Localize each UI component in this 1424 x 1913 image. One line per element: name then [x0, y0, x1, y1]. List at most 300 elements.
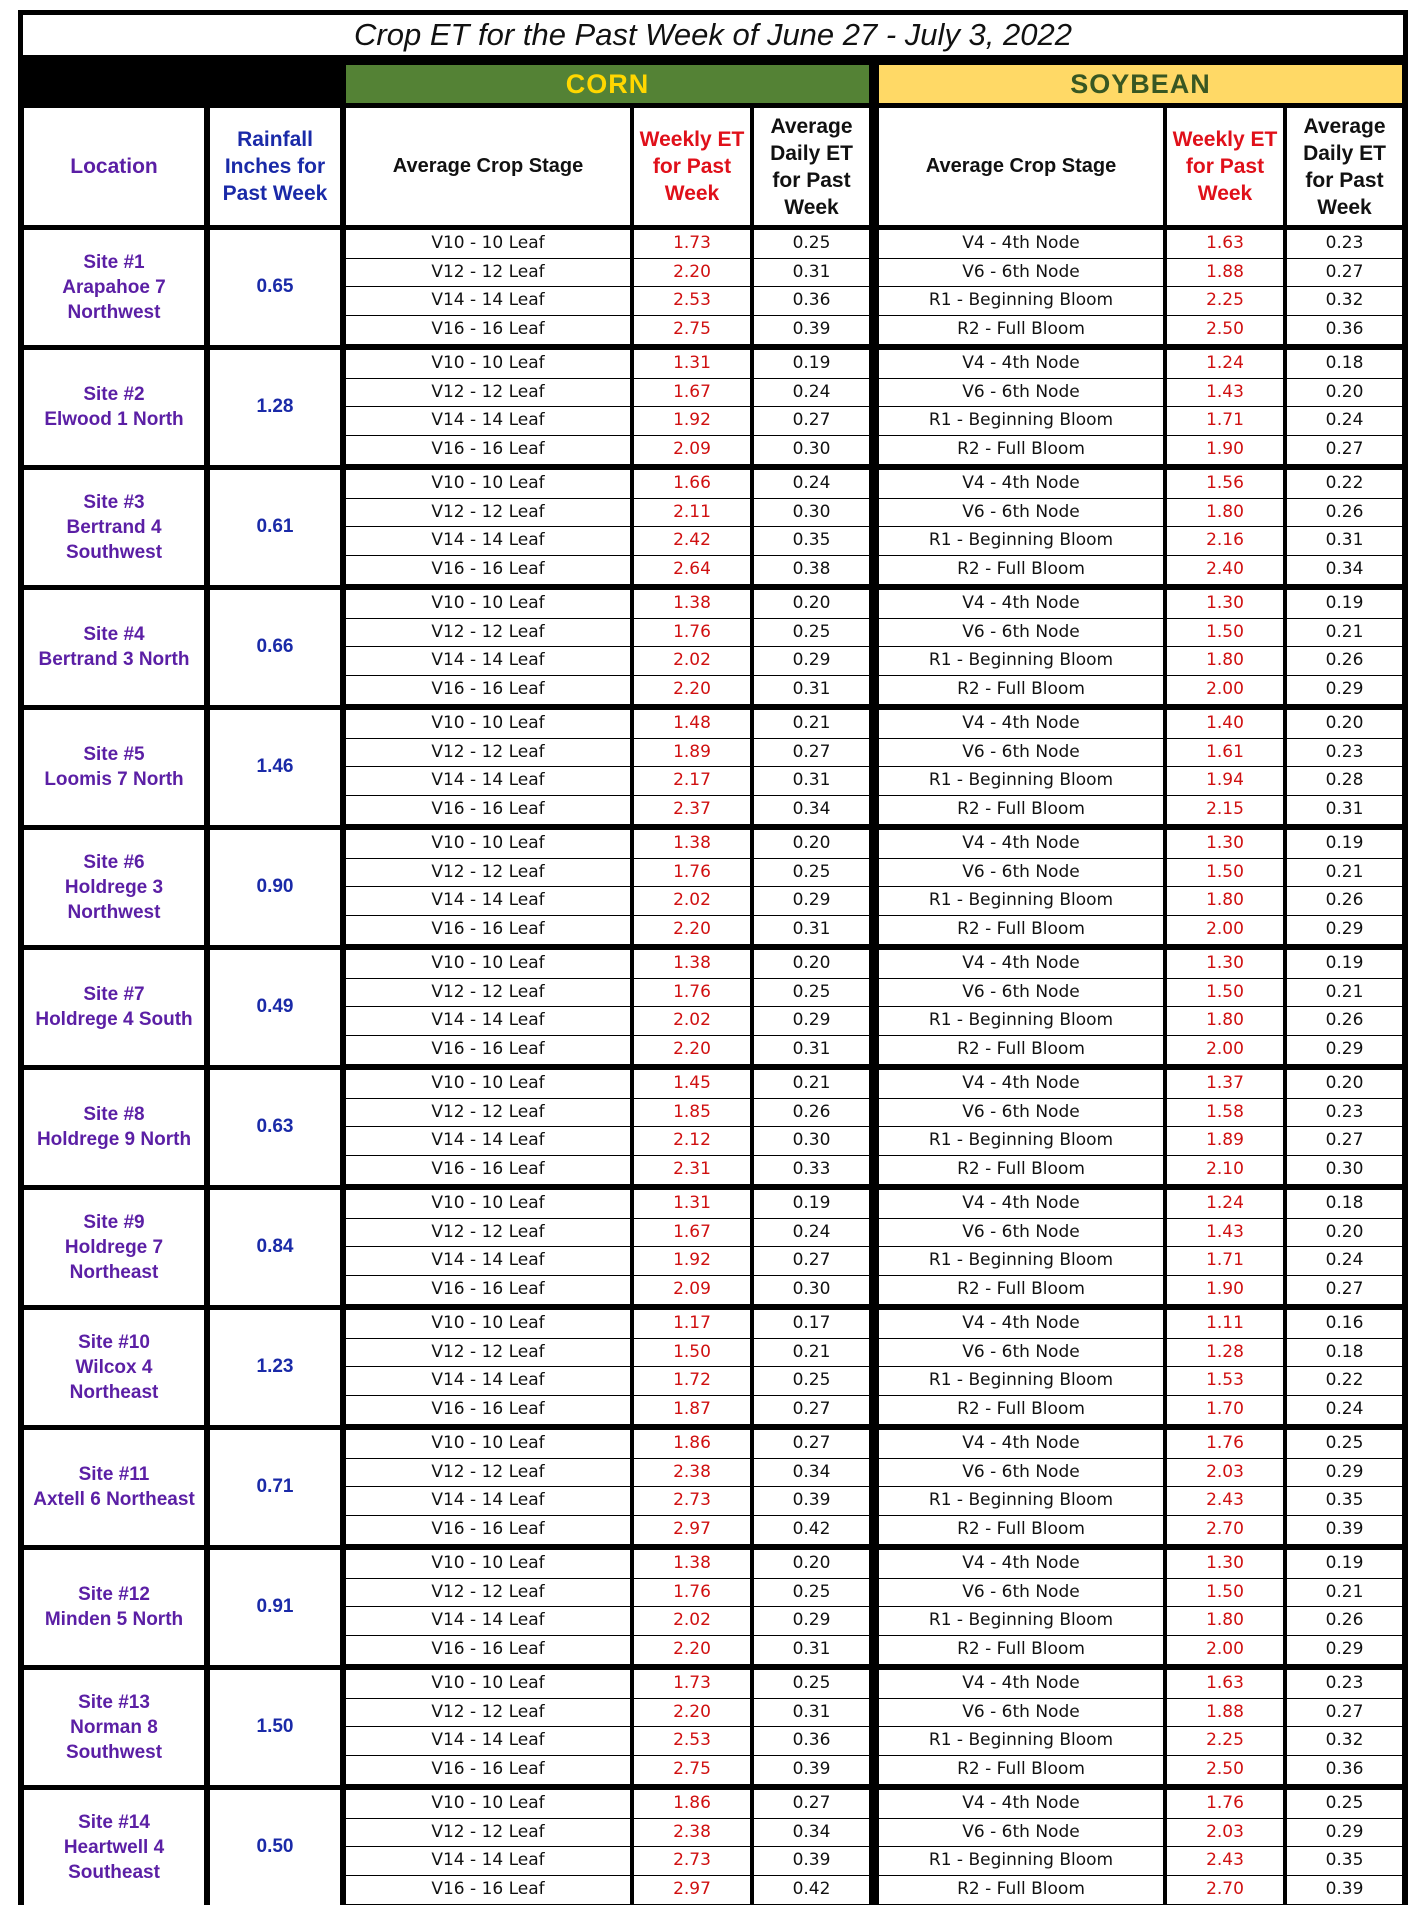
soy-daily-et-value: 0.18 [1287, 1339, 1402, 1367]
corn-daily-et-value: 0.36 [754, 1727, 869, 1755]
corn-daily-et-value: 0.30 [754, 499, 869, 527]
corn-crop-stage: V10 - 10 Leaf [346, 1550, 630, 1578]
soy-weekly-et-value: 2.10 [1167, 1156, 1283, 1184]
corn-daily-et-value: 0.24 [754, 379, 869, 407]
soy-daily-et-value: 0.18 [1287, 1190, 1402, 1218]
corn-daily-et-value: 0.35 [754, 527, 869, 555]
soy-daily-et-value: 0.19 [1287, 950, 1402, 978]
soy-daily-et-value: 0.29 [1287, 1636, 1402, 1664]
corn-crop-stage: V10 - 10 Leaf [346, 1310, 630, 1338]
soy-weekly-et-value: 2.40 [1167, 556, 1283, 584]
soy-weekly-et-value: 2.43 [1167, 1487, 1283, 1515]
soy-weekly-et-value: 1.71 [1167, 407, 1283, 435]
corn-weekly-et-value: 2.31 [634, 1156, 750, 1184]
corn-daily-et-value: 0.29 [754, 887, 869, 915]
corn-daily-et-value: 0.31 [754, 1636, 869, 1664]
site-location: Site #12 Minden 5 North [24, 1550, 204, 1665]
soy-weekly-et-value: 1.80 [1167, 647, 1283, 675]
soy-daily-et-value: 0.21 [1287, 619, 1402, 647]
corn-crop-stage: V10 - 10 Leaf [346, 1070, 630, 1098]
soy-daily-et-value: 0.26 [1287, 1607, 1402, 1635]
corn-weekly-et-value: 2.17 [634, 767, 750, 795]
site-rainfall: 0.71 [210, 1430, 340, 1545]
soy-daily-et-value: 0.39 [1287, 1516, 1402, 1544]
corn-weekly-et-value: 2.97 [634, 1876, 750, 1904]
corn-crop-stage: V12 - 12 Leaf [346, 259, 630, 287]
soy-daily-et-value: 0.21 [1287, 1579, 1402, 1607]
soy-weekly-et-value: 2.03 [1167, 1459, 1283, 1487]
corn-crop-stage: V14 - 14 Leaf [346, 1607, 630, 1635]
soy-daily-et-value: 0.29 [1287, 1819, 1402, 1847]
corn-weekly-et-value: 1.48 [634, 710, 750, 738]
corn-weekly-et-value: 1.38 [634, 830, 750, 858]
corn-daily-et-value: 0.30 [754, 436, 869, 464]
corn-daily-et-value: 0.25 [754, 859, 869, 887]
soy-daily-et-value: 0.34 [1287, 556, 1402, 584]
corn-daily-et-value: 0.33 [754, 1156, 869, 1184]
soy-crop-stage: R2 - Full Bloom [879, 676, 1163, 704]
corn-crop-stage: V10 - 10 Leaf [346, 1430, 630, 1458]
corn-weekly-et-value: 1.38 [634, 590, 750, 618]
soy-crop-stage: R1 - Beginning Bloom [879, 407, 1163, 435]
corn-daily-et-header: Average Daily ET for Past Week [754, 108, 869, 225]
soy-weekly-et-value: 1.30 [1167, 590, 1283, 618]
corn-crop-stage: V16 - 16 Leaf [346, 1396, 630, 1424]
corn-crop-stage: V10 - 10 Leaf [346, 230, 630, 258]
soy-crop-stage: R2 - Full Bloom [879, 316, 1163, 344]
soy-crop-stage: V4 - 4th Node [879, 1670, 1163, 1698]
corn-crop-stage: V16 - 16 Leaf [346, 676, 630, 704]
corn-daily-et-value: 0.31 [754, 767, 869, 795]
corn-daily-et-value: 0.27 [754, 1790, 869, 1818]
soy-daily-et-value: 0.25 [1287, 1430, 1402, 1458]
corn-crop-stage: V14 - 14 Leaf [346, 767, 630, 795]
corn-weekly-et-value: 2.20 [634, 1636, 750, 1664]
site-location: Site #6 Holdrege 3 Northwest [24, 830, 204, 945]
soy-crop-stage: V4 - 4th Node [879, 710, 1163, 738]
corn-weekly-et-value: 1.17 [634, 1310, 750, 1338]
corn-daily-et-value: 0.31 [754, 1699, 869, 1727]
soy-crop-stage: V4 - 4th Node [879, 470, 1163, 498]
corn-weekly-et-value: 1.66 [634, 470, 750, 498]
soy-crop-stage: R1 - Beginning Bloom [879, 1727, 1163, 1755]
corn-crop-stage: V12 - 12 Leaf [346, 1459, 630, 1487]
soy-crop-stage: V6 - 6th Node [879, 1579, 1163, 1607]
soy-crop-stage: V6 - 6th Node [879, 1459, 1163, 1487]
soy-daily-et-value: 0.24 [1287, 1247, 1402, 1275]
soy-daily-et-value: 0.29 [1287, 916, 1402, 944]
rainfall-header: Rainfall Inches for Past Week [210, 108, 340, 225]
soybean-band: SOYBEAN [879, 65, 1402, 103]
soy-weekly-et-value: 1.90 [1167, 436, 1283, 464]
soy-daily-et-value: 0.22 [1287, 1367, 1402, 1395]
corn-weekly-et-value: 1.50 [634, 1339, 750, 1367]
soy-daily-et-value: 0.32 [1287, 287, 1402, 315]
corn-daily-et-value: 0.25 [754, 619, 869, 647]
soy-weekly-et-value: 2.70 [1167, 1876, 1283, 1904]
soy-daily-et-value: 0.19 [1287, 1550, 1402, 1578]
corn-weekly-et-value: 1.87 [634, 1396, 750, 1424]
corn-stage-header: Average Crop Stage [346, 108, 630, 225]
soy-weekly-et-value: 1.30 [1167, 950, 1283, 978]
corn-crop-stage: V16 - 16 Leaf [346, 1156, 630, 1184]
site-location: Site #3 Bertrand 4 Southwest [24, 470, 204, 585]
corn-crop-stage: V14 - 14 Leaf [346, 1487, 630, 1515]
soy-weekly-et-value: 1.63 [1167, 1670, 1283, 1698]
corn-weekly-et-value: 2.20 [634, 916, 750, 944]
corn-daily-et-value: 0.26 [754, 1099, 869, 1127]
soy-crop-stage: R2 - Full Bloom [879, 796, 1163, 824]
site-rainfall: 0.84 [210, 1190, 340, 1305]
soy-daily-et-value: 0.27 [1287, 1127, 1402, 1155]
soy-daily-et-header: Average Daily ET for Past Week [1287, 108, 1402, 225]
soy-weekly-et-value: 1.80 [1167, 887, 1283, 915]
corn-daily-et-value: 0.20 [754, 590, 869, 618]
corn-crop-stage: V12 - 12 Leaf [346, 379, 630, 407]
soy-crop-stage: V4 - 4th Node [879, 1190, 1163, 1218]
soy-crop-stage: R2 - Full Bloom [879, 1876, 1163, 1904]
soy-weekly-et-value: 1.71 [1167, 1247, 1283, 1275]
soy-crop-stage: V6 - 6th Node [879, 1339, 1163, 1367]
soy-stage-header: Average Crop Stage [879, 108, 1163, 225]
site-rainfall: 1.50 [210, 1670, 340, 1785]
corn-weekly-et-value: 1.38 [634, 1550, 750, 1578]
soy-crop-stage: V6 - 6th Node [879, 499, 1163, 527]
site-location: Site #2 Elwood 1 North [24, 350, 204, 465]
corn-weekly-et-value: 1.67 [634, 379, 750, 407]
corn-daily-et-value: 0.19 [754, 1190, 869, 1218]
corn-daily-et-value: 0.17 [754, 1310, 869, 1338]
corn-crop-stage: V12 - 12 Leaf [346, 1219, 630, 1247]
soy-daily-et-value: 0.23 [1287, 1670, 1402, 1698]
corn-daily-et-value: 0.39 [754, 1847, 869, 1875]
corn-crop-stage: V16 - 16 Leaf [346, 1756, 630, 1784]
soy-weekly-et-value: 2.00 [1167, 676, 1283, 704]
corn-weekly-et-value: 2.75 [634, 1756, 750, 1784]
soy-weekly-et-value: 1.30 [1167, 830, 1283, 858]
corn-crop-stage: V10 - 10 Leaf [346, 470, 630, 498]
corn-daily-et-value: 0.38 [754, 556, 869, 584]
corn-daily-et-value: 0.24 [754, 1219, 869, 1247]
site-rainfall: 0.90 [210, 830, 340, 945]
soy-daily-et-value: 0.23 [1287, 230, 1402, 258]
soy-weekly-et-value: 1.37 [1167, 1070, 1283, 1098]
corn-daily-et-value: 0.20 [754, 1550, 869, 1578]
soy-crop-stage: V4 - 4th Node [879, 230, 1163, 258]
soy-daily-et-value: 0.35 [1287, 1487, 1402, 1515]
soy-weekly-et-value: 2.70 [1167, 1516, 1283, 1544]
soy-weekly-et-value: 2.43 [1167, 1847, 1283, 1875]
soy-crop-stage: V6 - 6th Node [879, 739, 1163, 767]
site-location: Site #13 Norman 8 Southwest [24, 1670, 204, 1785]
corn-crop-stage: V12 - 12 Leaf [346, 1099, 630, 1127]
corn-daily-et-value: 0.34 [754, 796, 869, 824]
corn-weekly-et-value: 1.31 [634, 1190, 750, 1218]
soy-weekly-et-value: 1.56 [1167, 470, 1283, 498]
corn-weekly-et-value: 1.86 [634, 1790, 750, 1818]
soy-daily-et-value: 0.25 [1287, 1790, 1402, 1818]
corn-daily-et-value: 0.31 [754, 676, 869, 704]
corn-crop-stage: V12 - 12 Leaf [346, 859, 630, 887]
site-location: Site #9 Holdrege 7 Northeast [24, 1190, 204, 1305]
soy-daily-et-value: 0.26 [1287, 887, 1402, 915]
corn-weekly-et-value: 2.20 [634, 1699, 750, 1727]
soy-crop-stage: R2 - Full Bloom [879, 1036, 1163, 1064]
corn-weekly-et-value: 2.20 [634, 676, 750, 704]
corn-daily-et-value: 0.29 [754, 1007, 869, 1035]
corn-weekly-et-value: 1.72 [634, 1367, 750, 1395]
soy-weekly-et-value: 2.00 [1167, 916, 1283, 944]
corn-crop-stage: V12 - 12 Leaf [346, 499, 630, 527]
corn-weekly-et-value: 1.76 [634, 979, 750, 1007]
corn-crop-stage: V14 - 14 Leaf [346, 407, 630, 435]
corn-crop-stage: V12 - 12 Leaf [346, 1819, 630, 1847]
site-rainfall: 0.66 [210, 590, 340, 705]
corn-weekly-et-value: 2.42 [634, 527, 750, 555]
corn-weekly-et-value: 2.73 [634, 1487, 750, 1515]
corn-weekly-et-value: 1.76 [634, 1579, 750, 1607]
soy-daily-et-value: 0.27 [1287, 1276, 1402, 1304]
soy-weekly-et-value: 1.58 [1167, 1099, 1283, 1127]
soy-weekly-et-value: 2.00 [1167, 1636, 1283, 1664]
corn-crop-stage: V12 - 12 Leaf [346, 1699, 630, 1727]
corn-crop-stage: V10 - 10 Leaf [346, 350, 630, 378]
soy-daily-et-value: 0.19 [1287, 590, 1402, 618]
corn-crop-stage: V10 - 10 Leaf [346, 1670, 630, 1698]
corn-daily-et-value: 0.27 [754, 1247, 869, 1275]
corn-weekly-et-value: 1.45 [634, 1070, 750, 1098]
corn-crop-stage: V12 - 12 Leaf [346, 1579, 630, 1607]
corn-daily-et-value: 0.21 [754, 1070, 869, 1098]
location-header: Location [24, 108, 204, 225]
soy-crop-stage: V6 - 6th Node [879, 1219, 1163, 1247]
soy-weekly-et-value: 2.50 [1167, 1756, 1283, 1784]
corn-daily-et-value: 0.20 [754, 950, 869, 978]
corn-crop-stage: V14 - 14 Leaf [346, 1847, 630, 1875]
soy-crop-stage: R1 - Beginning Bloom [879, 1247, 1163, 1275]
soy-daily-et-value: 0.20 [1287, 1219, 1402, 1247]
site-rainfall: 0.91 [210, 1550, 340, 1665]
soy-crop-stage: V6 - 6th Node [879, 979, 1163, 1007]
soy-daily-et-value: 0.20 [1287, 379, 1402, 407]
corn-crop-stage: V14 - 14 Leaf [346, 887, 630, 915]
corn-crop-stage: V14 - 14 Leaf [346, 1727, 630, 1755]
soy-crop-stage: V6 - 6th Node [879, 259, 1163, 287]
soy-weekly-et-value: 2.00 [1167, 1036, 1283, 1064]
corn-weekly-et-value: 2.12 [634, 1127, 750, 1155]
corn-weekly-et-value: 2.20 [634, 1036, 750, 1064]
corn-daily-et-value: 0.42 [754, 1876, 869, 1904]
soy-crop-stage: R1 - Beginning Bloom [879, 887, 1163, 915]
corn-daily-et-value: 0.25 [754, 979, 869, 1007]
site-rainfall: 1.23 [210, 1310, 340, 1425]
soy-weekly-et-value: 1.94 [1167, 767, 1283, 795]
corn-daily-et-value: 0.39 [754, 1487, 869, 1515]
corn-daily-et-value: 0.21 [754, 1339, 869, 1367]
site-location: Site #1 Arapahoe 7 Northwest [24, 230, 204, 345]
soy-weekly-et-value: 1.43 [1167, 379, 1283, 407]
corn-daily-et-value: 0.19 [754, 350, 869, 378]
corn-daily-et-value: 0.29 [754, 647, 869, 675]
soy-crop-stage: V6 - 6th Node [879, 1699, 1163, 1727]
corn-weekly-et-value: 2.20 [634, 259, 750, 287]
soy-daily-et-value: 0.27 [1287, 259, 1402, 287]
corn-daily-et-value: 0.30 [754, 1127, 869, 1155]
corn-daily-et-value: 0.36 [754, 287, 869, 315]
corn-crop-stage: V14 - 14 Leaf [346, 1007, 630, 1035]
soy-weekly-et-value: 1.50 [1167, 1579, 1283, 1607]
soy-daily-et-value: 0.20 [1287, 1070, 1402, 1098]
soy-crop-stage: R2 - Full Bloom [879, 1516, 1163, 1544]
corn-weekly-et-value: 2.97 [634, 1516, 750, 1544]
corn-daily-et-value: 0.30 [754, 1276, 869, 1304]
corn-crop-stage: V10 - 10 Leaf [346, 830, 630, 858]
soy-weekly-et-value: 1.63 [1167, 230, 1283, 258]
corn-crop-stage: V16 - 16 Leaf [346, 796, 630, 824]
soy-daily-et-value: 0.21 [1287, 859, 1402, 887]
site-location: Site #11 Axtell 6 Northeast [24, 1430, 204, 1545]
soy-weekly-et-value: 1.89 [1167, 1127, 1283, 1155]
corn-weekly-et-value: 1.86 [634, 1430, 750, 1458]
corn-crop-stage: V14 - 14 Leaf [346, 1247, 630, 1275]
soy-crop-stage: R1 - Beginning Bloom [879, 767, 1163, 795]
corn-crop-stage: V16 - 16 Leaf [346, 1036, 630, 1064]
soy-daily-et-value: 0.26 [1287, 647, 1402, 675]
soy-daily-et-value: 0.22 [1287, 470, 1402, 498]
soy-daily-et-value: 0.24 [1287, 407, 1402, 435]
corn-crop-stage: V10 - 10 Leaf [346, 950, 630, 978]
soy-weekly-et-value: 1.53 [1167, 1367, 1283, 1395]
site-rainfall: 0.49 [210, 950, 340, 1065]
corn-weekly-et-value: 1.38 [634, 950, 750, 978]
soy-weekly-et-value: 2.16 [1167, 527, 1283, 555]
soy-daily-et-value: 0.24 [1287, 1396, 1402, 1424]
soy-daily-et-value: 0.19 [1287, 830, 1402, 858]
site-location: Site #7 Holdrege 4 South [24, 950, 204, 1065]
soy-daily-et-value: 0.36 [1287, 316, 1402, 344]
corn-weekly-et-value: 2.11 [634, 499, 750, 527]
corn-daily-et-value: 0.31 [754, 916, 869, 944]
corn-crop-stage: V14 - 14 Leaf [346, 287, 630, 315]
site-rainfall: 0.50 [210, 1790, 340, 1905]
corn-weekly-et-value: 2.02 [634, 647, 750, 675]
soy-daily-et-value: 0.29 [1287, 1459, 1402, 1487]
soy-crop-stage: R1 - Beginning Bloom [879, 287, 1163, 315]
soy-weekly-et-value: 1.76 [1167, 1790, 1283, 1818]
corn-weekly-et-value: 2.53 [634, 1727, 750, 1755]
soy-daily-et-value: 0.28 [1287, 767, 1402, 795]
soy-crop-stage: V6 - 6th Node [879, 1099, 1163, 1127]
corn-crop-stage: V12 - 12 Leaf [346, 739, 630, 767]
corn-band: CORN [346, 65, 869, 103]
soy-crop-stage: V4 - 4th Node [879, 350, 1163, 378]
corn-weekly-et-value: 1.73 [634, 230, 750, 258]
corn-crop-stage: V10 - 10 Leaf [346, 1790, 630, 1818]
corn-daily-et-value: 0.25 [754, 1579, 869, 1607]
corn-daily-et-value: 0.39 [754, 1756, 869, 1784]
soy-crop-stage: V4 - 4th Node [879, 830, 1163, 858]
soy-weekly-et-value: 1.88 [1167, 1699, 1283, 1727]
corn-daily-et-value: 0.29 [754, 1607, 869, 1635]
corn-weekly-et-value: 2.37 [634, 796, 750, 824]
corn-weekly-et-value: 2.64 [634, 556, 750, 584]
soy-weekly-et-value: 2.25 [1167, 287, 1283, 315]
soy-weekly-et-value: 1.43 [1167, 1219, 1283, 1247]
soy-crop-stage: R2 - Full Bloom [879, 1156, 1163, 1184]
soy-crop-stage: R1 - Beginning Bloom [879, 1127, 1163, 1155]
soy-crop-stage: R2 - Full Bloom [879, 556, 1163, 584]
soy-weekly-et-value: 1.50 [1167, 859, 1283, 887]
soy-crop-stage: R1 - Beginning Bloom [879, 1487, 1163, 1515]
corn-daily-et-value: 0.27 [754, 739, 869, 767]
corn-daily-et-value: 0.31 [754, 1036, 869, 1064]
corn-crop-stage: V14 - 14 Leaf [346, 527, 630, 555]
corn-weekly-et-header: Weekly ET for Past Week [634, 108, 750, 225]
corn-daily-et-value: 0.27 [754, 1396, 869, 1424]
soy-daily-et-value: 0.29 [1287, 1036, 1402, 1064]
soy-weekly-et-value: 1.80 [1167, 499, 1283, 527]
soy-daily-et-value: 0.20 [1287, 710, 1402, 738]
corn-daily-et-value: 0.27 [754, 407, 869, 435]
soy-crop-stage: V4 - 4th Node [879, 590, 1163, 618]
crop-et-table [18, 10, 1408, 1905]
corn-weekly-et-value: 2.38 [634, 1459, 750, 1487]
corn-daily-et-value: 0.27 [754, 1430, 869, 1458]
corn-daily-et-value: 0.24 [754, 470, 869, 498]
soy-weekly-et-value: 1.11 [1167, 1310, 1283, 1338]
soy-weekly-et-value: 2.03 [1167, 1819, 1283, 1847]
corn-weekly-et-value: 1.85 [634, 1099, 750, 1127]
corn-weekly-et-value: 2.38 [634, 1819, 750, 1847]
soy-daily-et-value: 0.26 [1287, 1007, 1402, 1035]
corn-crop-stage: V16 - 16 Leaf [346, 1876, 630, 1904]
soy-crop-stage: R1 - Beginning Bloom [879, 1847, 1163, 1875]
soy-crop-stage: R2 - Full Bloom [879, 1276, 1163, 1304]
corn-daily-et-value: 0.42 [754, 1516, 869, 1544]
soy-weekly-et-value: 2.50 [1167, 316, 1283, 344]
soy-weekly-et-value: 1.80 [1167, 1007, 1283, 1035]
corn-weekly-et-value: 1.89 [634, 739, 750, 767]
corn-crop-stage: V12 - 12 Leaf [346, 1339, 630, 1367]
corn-weekly-et-value: 2.09 [634, 1276, 750, 1304]
corn-crop-stage: V16 - 16 Leaf [346, 916, 630, 944]
corn-weekly-et-value: 1.76 [634, 619, 750, 647]
soy-daily-et-value: 0.21 [1287, 979, 1402, 1007]
soy-weekly-et-value: 2.25 [1167, 1727, 1283, 1755]
site-rainfall: 0.61 [210, 470, 340, 585]
corn-crop-stage: V12 - 12 Leaf [346, 979, 630, 1007]
soy-crop-stage: R1 - Beginning Bloom [879, 647, 1163, 675]
soy-daily-et-value: 0.23 [1287, 1099, 1402, 1127]
soy-crop-stage: V6 - 6th Node [879, 859, 1163, 887]
corn-crop-stage: V16 - 16 Leaf [346, 1276, 630, 1304]
corn-crop-stage: V10 - 10 Leaf [346, 710, 630, 738]
corn-weekly-et-value: 2.09 [634, 436, 750, 464]
soy-weekly-et-value: 1.30 [1167, 1550, 1283, 1578]
corn-daily-et-value: 0.25 [754, 1670, 869, 1698]
corn-weekly-et-value: 2.53 [634, 287, 750, 315]
corn-crop-stage: V12 - 12 Leaf [346, 619, 630, 647]
site-location: Site #14 Heartwell 4 Southeast [24, 1790, 204, 1905]
soy-crop-stage: R2 - Full Bloom [879, 1636, 1163, 1664]
soy-weekly-et-value: 1.76 [1167, 1430, 1283, 1458]
corn-weekly-et-value: 1.76 [634, 859, 750, 887]
soy-crop-stage: V6 - 6th Node [879, 1819, 1163, 1847]
soy-crop-stage: V4 - 4th Node [879, 950, 1163, 978]
corn-daily-et-value: 0.34 [754, 1459, 869, 1487]
soy-daily-et-value: 0.30 [1287, 1156, 1402, 1184]
soy-daily-et-value: 0.31 [1287, 527, 1402, 555]
